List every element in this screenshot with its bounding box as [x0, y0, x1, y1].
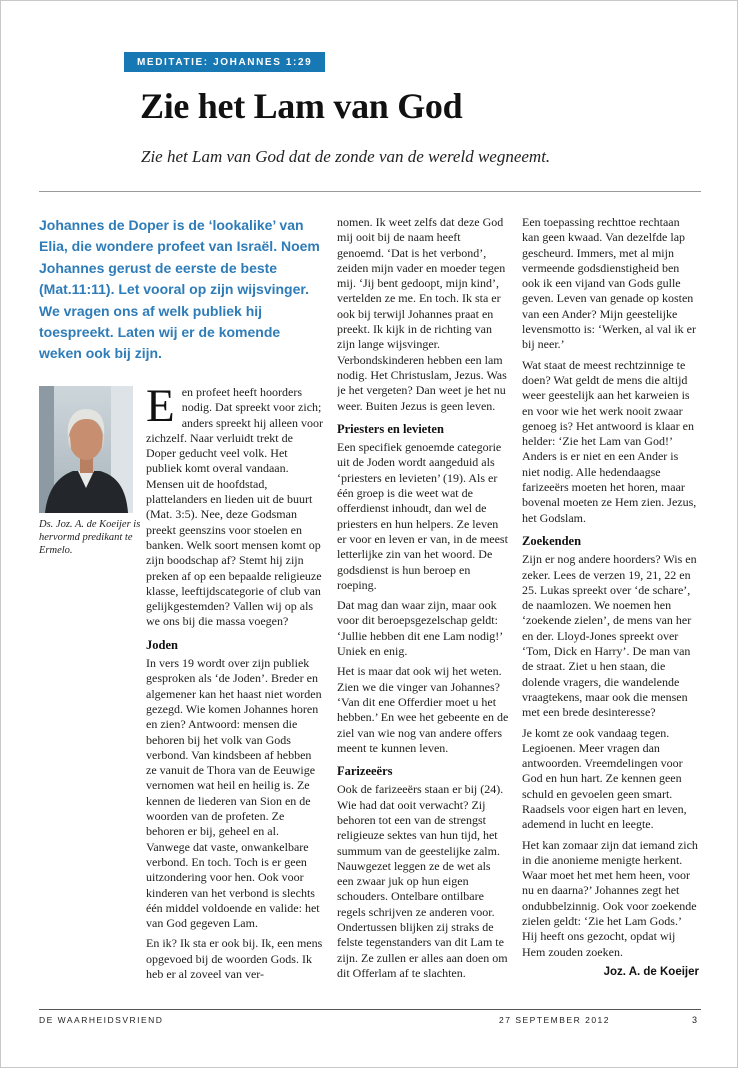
body-paragraph: Je komt ze ook vandaag tegen. Legioenen. Meer vragen dan antwoorden. Vreemdelingen voor God en hun hart. Ze kennen geen schuld en gevoelen geen smart. Raadsels voor eigen hart en leven, ademend in lucht en leegte.	[522, 725, 687, 832]
section-heading-joden: Joden	[146, 637, 178, 652]
body-paragraph: En ik? Ik sta er ook bij. Ik, een mens opgevoed bij de woorden Gods. Ik heb er al zoveel van ver-	[146, 936, 323, 981]
body-paragraph: Ook de farizeeërs staan er bij (24). Wie had dat ooit verwacht? Zij behoren tot een van de strengst religieuze sektes van hun tijd, het summum van de geestelijke zalm. Nauwgezet leggen ze de wet als een zwaar juk op hun eigen schouders. Ontelbare ontilbare regels schrijven ze anderen voor. Ondertussen blijken zij straks de felste tegenstanders van dit Lam te zijn. Ze zullen er alles aan doen om dit Offerlam af te slachten.	[337, 782, 508, 980]
kicker-label: MEDITATIE: JOHANNES 1:29	[137, 56, 313, 68]
author-signature: Joz. A. de Koeijer	[603, 965, 699, 978]
subtitle: Zie het Lam van God dat de zonde van de wereld wegneemt.	[141, 147, 551, 166]
body-paragraph: Een toepassing rechttoe rechtaan kan geen kwaad. Van dezelfde lap gescheurd. Immers, met al mijn vermeende godsdienstigheid ben ook ik een vijand van Gods gulle geven. Leven van genade op kosten van een Ander? Mijn geestelijke levensmotto is: ‘Werken, al val ik er bij neer.’	[522, 215, 696, 352]
column-2	[337, 215, 509, 1007]
body-paragraph: nomen. Ik weet zelfs dat deze God mij ooit bij de naam heeft genoemd. ‘Dat is het verbond’, zeiden mijn vader en moeder tegen mij. ‘Jij bent gedoopt, mijn kind’, vertelden ze me. En toch. Ik sta er ook bij terwijl Johannes praat en preekt. Ik kijk in de richting van zijn lange wijsvinger. Verbondskinderen hebben een lam nodig. Het Christuslam, Jezus. Was je het vergeten? Dan weet je het nu weer. Buiten Jezus is geen leven.	[337, 215, 507, 413]
footer-magazine-name: DE WAARHEIDSVRIEND	[39, 1015, 164, 1025]
top-divider	[39, 191, 701, 192]
footer-page-number: 3	[691, 1015, 697, 1025]
body-paragraph: Het kan zomaar zijn dat iemand zich in die anonieme menigte herkent. Waar moet het met hem heen, voor nu en daarna?’ Johannes zegt het ondubbelzinnig. Ook voor zoekende zielen geldt: ‘Zie het Lam Gods.’ Hij heeft ons gezocht, opdat wij Hem zouden zoeken.	[522, 837, 698, 959]
column-3	[522, 215, 699, 1007]
photo-caption: Ds. Joz. A. de Koeijer is hervormd predikant te Ermelo.	[39, 519, 141, 556]
body-paragraph	[146, 385, 324, 630]
body-text: en profeet heeft hoorders nodig. Dat spreekt voor zich; anders spreekt hij alleen voor zichzelf. Naar verluidt trekt de Doper geducht veel volk. Het publiek komt overal vandaan. Mensen uit de hoofdstad, plattelanders en lieden uit de buurt (Mat. 3:5). Nee, deze Godsman preekt geenszins voor stoelen en banken. Welk soort mensen komt op zijn boodschap af? Stemt hij zijn preken af op een bepaalde religieuze klasse, leeftijdscategorie of club van gelijkgestemden? Vallen wij op als we ons bij die massa voegen?	[146, 385, 323, 629]
body-paragraph: In vers 19 wordt over zijn publiek gesproken als ‘de Joden’. Breder en algemener kan het haast niet worden gezegd. Wie komen Johannes horen en zien? Antwoord: mensen die behoren bij het volk van Gods verbond. Van kindsbeen af hebben ze vanuit de Thora van de Eeuwige vernomen wat heil en heilig is. Ze kennen de liederen van Sion en de woorden van de profeten. Ze behoren er bij, geheel en al. Vanwege dat vaste, onwankelbare verbond. En toch. Toch is er geen uitzondering voor hen. Ook voor kinderen van het verbond is slechts één middel voldoende en valide: het van God gegeven Lam.	[146, 656, 322, 931]
dropcap: E	[146, 385, 175, 432]
intro-paragraph: Johannes de Doper is de ‘lookalike’ van Elia, die wondere profeet van Israël. Noem Johannes gerust de eerste de beste (Mat.11:11). Let vooral op zijn wijsvinger. We vragen ons af welk publiek hij toespreekt. Laten wij er de komende weken ook bij zijn.	[39, 217, 320, 362]
body-paragraph: Het is maar dat ook wij het weten. Zien we die vinger van Johannes? ‘Van dit ene Offerdier moet u het hebben.’ En wee het gebeente en de ziel van wie nog van andere offers meent te kunnen leven.	[337, 664, 509, 755]
footer-divider	[39, 1009, 701, 1010]
page-title: Zie het Lam van God	[140, 86, 463, 126]
body-paragraph: Zijn er nog andere hoorders? Wis en zeker. Lees de verzen 19, 21, 22 en 25. Lukas spreekt over ‘de schare’, de naamlozen. We noemen hen ‘zoekende zielen’, de mens van her en der. Lloyd-Jones spreekt over ‘Tom, Dick en Harry’. De man van de straat. Ziet u hen staan, die dolende vragers, die wandelende vraagtekens, maar ook die mensen met een brede desinteresse?	[522, 552, 697, 720]
portrait-photo	[39, 386, 133, 513]
section-heading-farizeeers: Farizeeërs	[337, 764, 393, 779]
section-heading-priesters: Priesters en levieten	[337, 421, 444, 436]
body-paragraph: Wat staat de meest rechtzinnige te doen? Wat geldt de mens die altijd weer geestelijk aan het karweien is en voor wie het werk nooit zwaar genoeg is? Het antwoord is klaar en helder: ‘Zie het Lam van God!’ Anders is er niet en een Ander is niet nodig. Alle hedendaagse farizeeërs moeten het horen, maar bovenal moeten ze Hem zien. Jezus, het Godslam.	[522, 357, 697, 525]
portrait-photo-svg	[39, 386, 133, 513]
column-1	[146, 385, 324, 997]
body-paragraph: Een specifiek genoemde categorie uit de Joden wordt aangeduid als ‘priesters en levieten’ (19). Als er één groep is die weet wat de offerdienst inhoudt, dan wel de priesters en hun helpers. Ze leven er voor en leven er van, in de meest letterlijke zin van het woord. De godsdienst is hun beroep en roeping.	[337, 440, 508, 592]
footer-date: 27 SEPTEMBER 2012	[499, 1015, 611, 1025]
body-paragraph: Dat mag dan waar zijn, maar ook voor dit beroepsgezelschap geldt: ‘Jullie hebben dit ene Lam nodig!’ Uniek en enig.	[337, 598, 503, 659]
section-heading-zoekenden: Zoekenden	[522, 533, 582, 548]
kicker-bar	[124, 52, 325, 72]
